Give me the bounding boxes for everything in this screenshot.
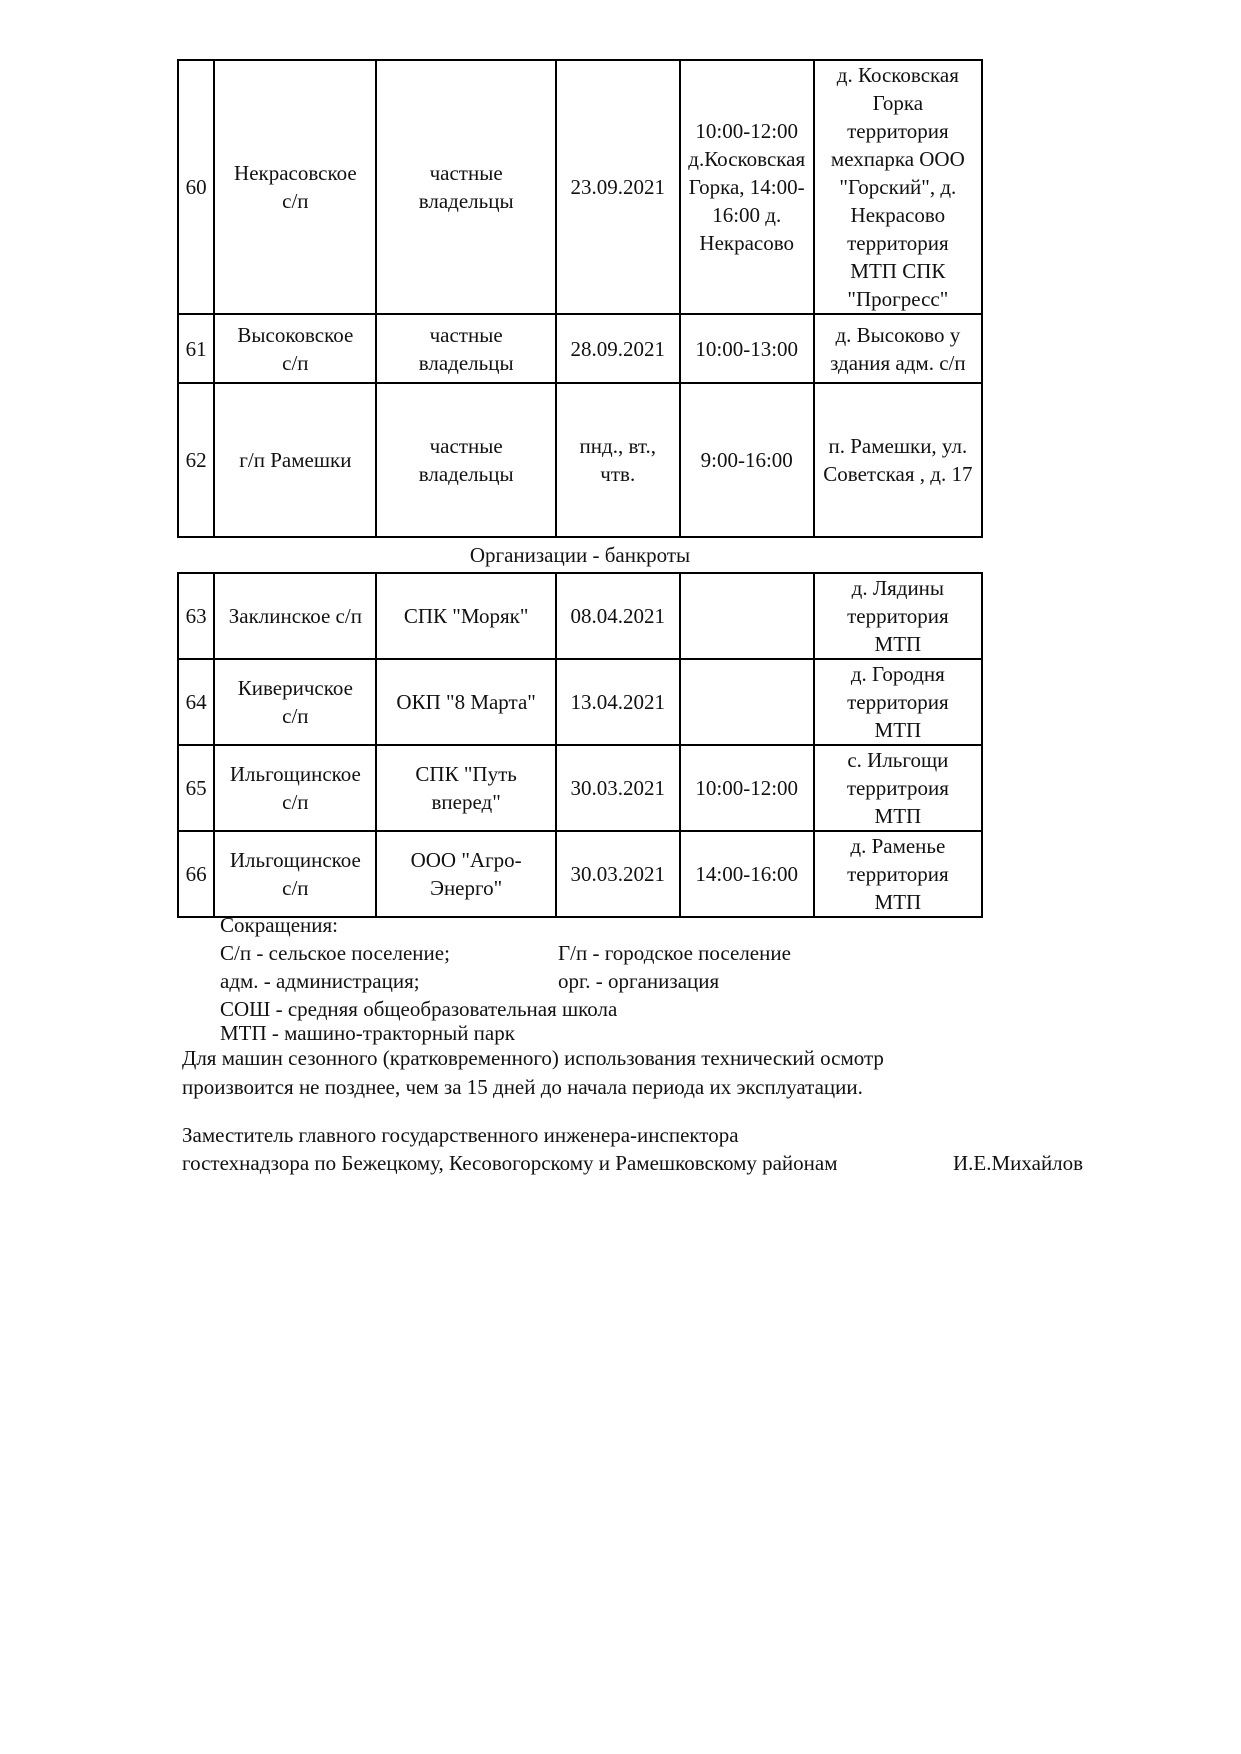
date-cell: 23.09.2021 [556,60,680,314]
date-cell: 30.03.2021 [556,831,680,917]
owner-cell: СПК "Путь вперед" [376,745,555,831]
place-cell: д. Раменье территория МТП [814,831,982,917]
signature-title-1: Заместитель главного государственного инженера-инспектора [182,1123,739,1147]
owner-cell: ОКП "8 Марта" [376,659,555,745]
table-row [178,60,982,314]
owner-cell: частные владельцы [376,60,555,314]
time-cell: 14:00-16:00 [680,831,814,917]
note-line-2: произвоится не позднее, чем за 15 дней до начала периода их эксплуатации. [182,1075,863,1099]
table-row [178,745,982,831]
abbr-sosh: СОШ - средняя общеобразовательная школа [220,997,618,1021]
abbr-adm: адм. - администрация; [220,969,420,993]
abbr-mtp: МТП - машино-тракторный парк [220,1021,515,1045]
schedule-table [177,59,983,538]
place-cell: д. Городня территория МТП [814,659,982,745]
bankrupt-table [177,572,983,918]
abbr-gp: Г/п - городское поселение [558,941,791,965]
row-number: 63 [178,573,214,659]
owner-cell: ООО "Агро- Энерго" [376,831,555,917]
table-row [178,831,982,917]
owner-cell: частные владельцы [376,383,555,537]
date-cell: 13.04.2021 [556,659,680,745]
place-cell: п. Рамешки, ул. Советская , д. 17 [814,383,982,537]
row-number: 60 [178,60,214,314]
owner-cell: СПК "Моряк" [376,573,555,659]
row-number: 64 [178,659,214,745]
date-cell: 08.04.2021 [556,573,680,659]
time-cell: 10:00-12:00 [680,745,814,831]
date-cell: пнд., вт., чтв. [556,383,680,537]
settlement-cell: Ильгощинское с/п [214,745,376,831]
time-cell [680,573,814,659]
abbreviations-heading: Сокращения: [220,913,338,937]
signature-name: И.Е.Михайлов [953,1151,1084,1175]
settlement-cell: Высоковское с/п [214,314,376,383]
settlement-cell: Заклинское с/п [214,573,376,659]
signature-title-2: гостехнадзора по Бежецкому, Кесовогорскому и Рамешковскому районам [182,1151,838,1175]
place-cell: д. Высоково у здания адм. с/п [814,314,982,383]
settlement-cell: г/п Рамешки [214,383,376,537]
note-line-1: Для машин сезонного (кратковременного) использования технический осмотр [182,1046,884,1070]
abbr-sp: С/п - сельское поселение; [220,941,450,965]
place-cell: д. Косковская Горка территория мехпарка ООО "Горский", д. Некрасово территория МТП СПК "Прогресс" [814,60,982,314]
table-row [178,659,982,745]
time-cell [680,659,814,745]
table-row [178,314,982,383]
settlement-cell: Некрасовское с/п [214,60,376,314]
section-title: Организации - банкроты [469,543,691,567]
owner-cell: частные владельцы [376,314,555,383]
time-cell: 10:00-12:00 д.Косковская Горка, 14:00- 16:00 д. Некрасово [680,60,814,314]
date-cell: 30.03.2021 [556,745,680,831]
time-cell: 9:00-16:00 [680,383,814,537]
place-cell: д. Лядины территория МТП [814,573,982,659]
date-cell: 28.09.2021 [556,314,680,383]
settlement-cell: Киверичское с/п [214,659,376,745]
settlement-cell: Ильгощинское с/п [214,831,376,917]
place-cell: с. Ильгощи территроия МТП [814,745,982,831]
row-number: 65 [178,745,214,831]
row-number: 62 [178,383,214,537]
row-number: 66 [178,831,214,917]
abbr-org: орг. - организация [558,969,720,993]
table-row [178,383,982,537]
time-cell: 10:00-13:00 [680,314,814,383]
table-row [178,573,982,659]
row-number: 61 [178,314,214,383]
